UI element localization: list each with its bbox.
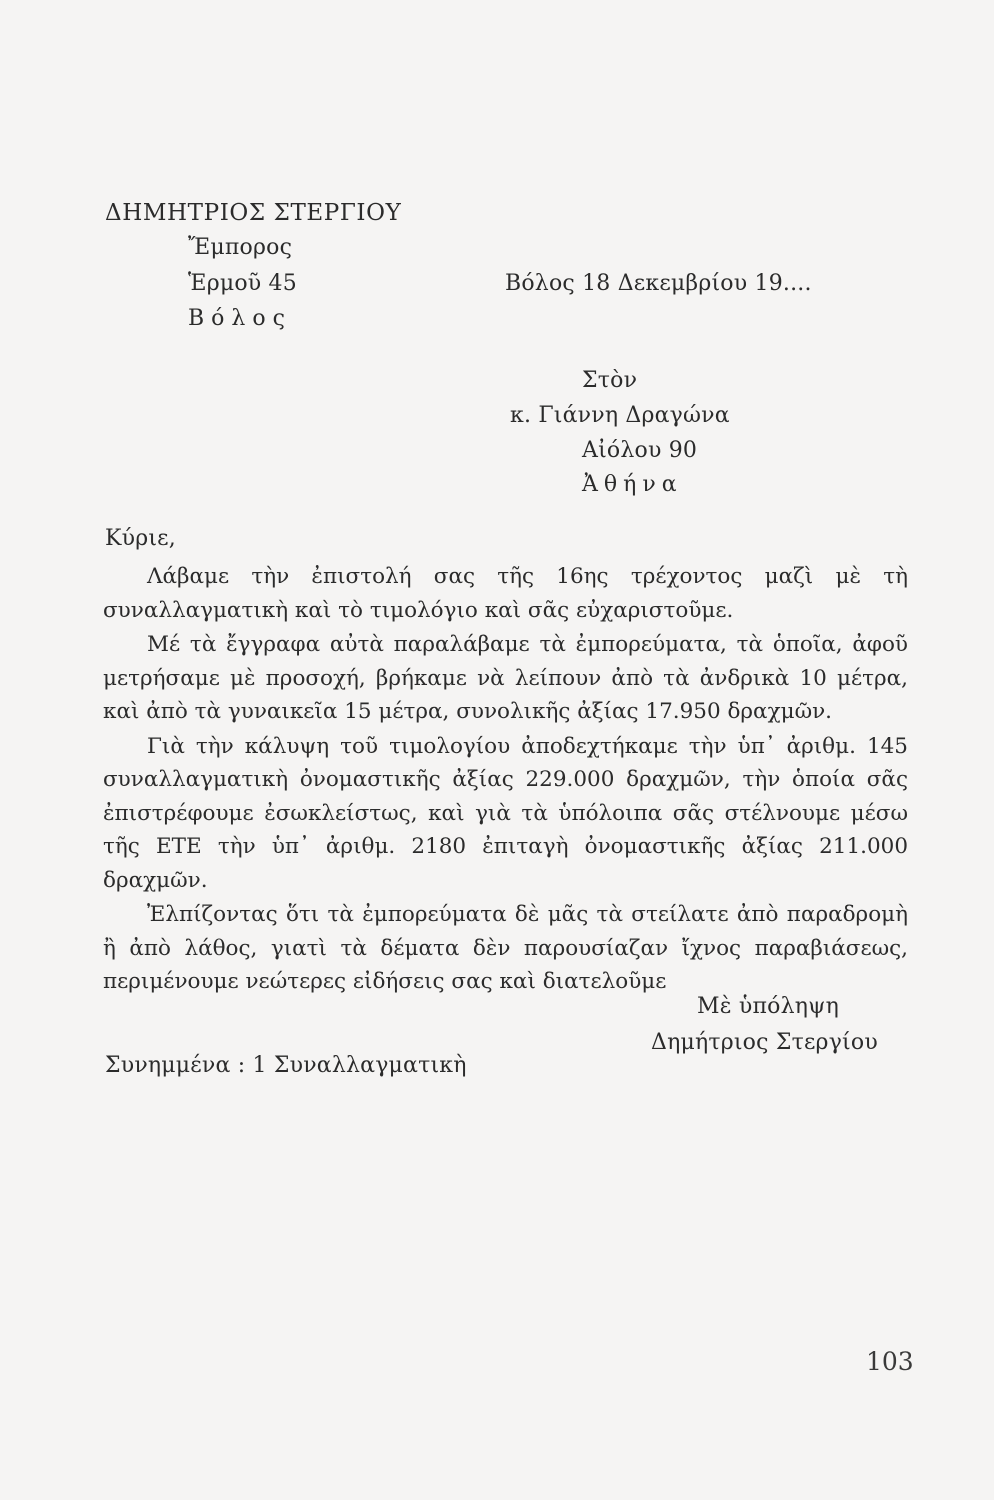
sender-city: Βόλος [188, 306, 292, 331]
body-paragraph: Ἐλπίζοντας ὅτι τὰ ἐμπορεύματα δὲ μᾶς τὰ στείλατε ἀπὸ παραδρομὴ ἢ ἀπὸ λάθος, γιατὶ τὰ δέματα δὲν παρουσίαζαν ἴχνος παραβιάσεως, περιμένουμε νεώτερες εἰδήσεις σας καὶ διατελοῦμε [103, 902, 908, 994]
letter-body [103, 560, 908, 1000]
sender-occupation: Ἔμπορος [188, 235, 293, 260]
closing: Μὲ ὑπόληψη [697, 994, 839, 1019]
sender-name: ΔΗΜΗΤΡΙΟΣ ΣΤΕΡΓΙΟΥ [105, 200, 402, 226]
recipient-to: Στὸν [582, 368, 638, 393]
attachments-line: Συνημμένα : 1 Συναλλαγματικὴ [105, 1053, 467, 1078]
body-paragraph: Λάβαμε τὴν ἐπιστολή σας τῆς 16ης τρέχοντος μαζὶ μὲ τὴ συναλλαγματικὴ καὶ τὸ τιμολόγιο καὶ σᾶς εὐχαριστοῦμε. [103, 564, 908, 623]
recipient-address: Αἰόλου 90 [582, 438, 698, 463]
signature: Δημήτριος Στεργίου [651, 1030, 878, 1055]
recipient-name: κ. Γιάννη Δραγώνα [510, 403, 730, 428]
body-paragraph: Μέ τὰ ἔγγραφα αὐτὰ παραλάβαμε τὰ ἐμπορεύματα, τὰ ὁποῖα, ἀφοῦ μετρήσαμε μὲ προσοχή, βρήκαμε νὰ λείπουν ἀπὸ τὰ ἀνδρικὰ 10 μέτρα, καὶ ἀπὸ τὰ γυναικεῖα 15 μέτρα, συνολικῆς ἀξίας 17.950 δραχμῶν. [103, 632, 908, 724]
body-paragraph: Γιὰ τὴν κάλυψη τοῦ τιμολογίου ἀποδεχτήκαμε τὴν ὑπ᾽ ἀριθμ. 145 συναλλαγματικὴ ὀνομαστικῆς ἀξίας 229.000 δραχμῶν, τὴν ὁποία σᾶς ἐπιστρέφουμε ἐσωκλείστως, καὶ γιὰ τὰ ὑπόλοιπα σᾶς στέλνουμε μέσω τῆς ΕΤΕ τὴν ὑπ᾽ ἀριθμ. 2180 ἐπιταγὴ ὀνομαστικῆς ἀξίας 211.000 δραχμῶν. [103, 733, 908, 893]
salutation: Κύριε, [105, 526, 176, 551]
recipient-city: Ἀθήνα [582, 472, 683, 497]
page-number: 103 [866, 1347, 914, 1376]
sender-address: Ἑρμοῦ 45 [188, 271, 297, 296]
date-line: Βόλος 18 Δεκεμβρίου 19.... [505, 271, 812, 296]
